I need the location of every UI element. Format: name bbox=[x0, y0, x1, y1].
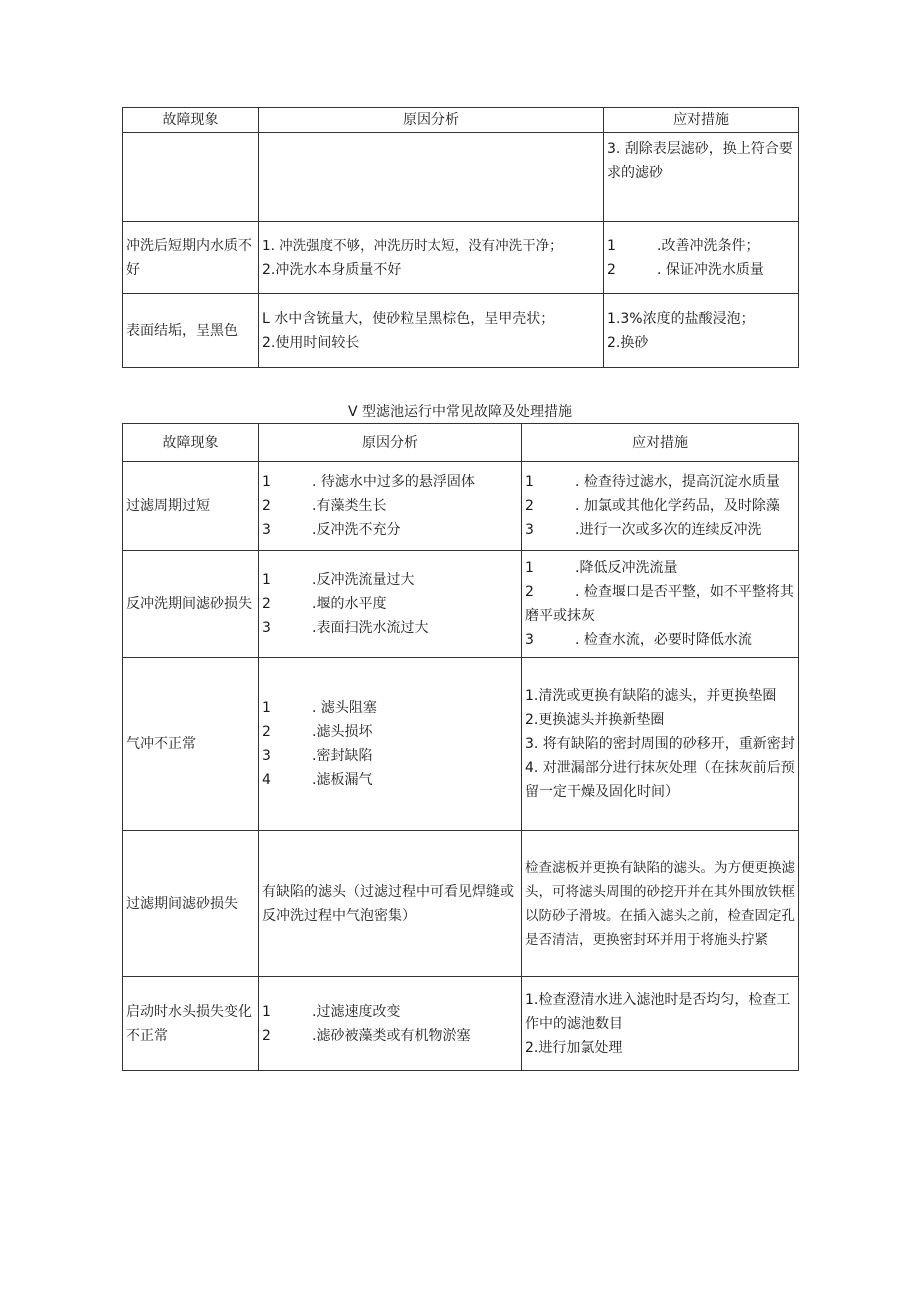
item-text: .密封缺陷 bbox=[312, 748, 373, 764]
measure-line bbox=[607, 234, 795, 258]
cause-line bbox=[262, 744, 518, 768]
item-number: 1 bbox=[525, 560, 534, 576]
item-text: . 检查水流，必要时降低水流 bbox=[575, 632, 752, 648]
measure-line: 2.换砂 bbox=[607, 334, 649, 351]
symptom-cell: 气冲不正常 bbox=[123, 658, 259, 831]
symptom-cell: 过滤周期过短 bbox=[123, 462, 259, 551]
item-number: 2 bbox=[262, 498, 271, 514]
column-header-measure: 应对措施 bbox=[522, 424, 799, 462]
table-row bbox=[123, 294, 799, 368]
measure-line: 3. 将有缺陷的密封周围的砂移开，重新密封 bbox=[525, 736, 795, 752]
item-text: .过滤速度改变 bbox=[312, 1003, 401, 1020]
measure-line: 3. 刮除表层滤砂，换上符合要求的滤砂 bbox=[607, 141, 793, 181]
table-header-row bbox=[123, 108, 799, 133]
item-number: 3 bbox=[262, 748, 271, 764]
item-text: .反冲洗流量过大 bbox=[312, 572, 415, 588]
measure-line bbox=[525, 628, 795, 652]
item-text: .滤砂被藻类或有机物淤塞 bbox=[312, 1027, 471, 1044]
item-text: . 加氯或其他化学药品，及时除藻 bbox=[575, 498, 780, 514]
item-text: . 待滤水中过多的悬浮固体 bbox=[312, 474, 475, 490]
item-number: 3 bbox=[262, 620, 271, 636]
table-row bbox=[123, 977, 799, 1071]
fault-table-1 bbox=[122, 107, 799, 368]
item-number: 3 bbox=[262, 522, 271, 538]
column-header-symptom: 故障现象 bbox=[123, 424, 259, 462]
cause-line bbox=[262, 616, 518, 640]
cause-cell bbox=[259, 977, 522, 1071]
item-number: 1 bbox=[262, 474, 271, 490]
item-text: . 滤头阻塞 bbox=[312, 700, 377, 716]
item-text: . 保证冲洗水质量 bbox=[657, 261, 764, 278]
measure-line bbox=[525, 580, 795, 628]
cause-line bbox=[262, 470, 518, 494]
item-text: . 检查堰口是否平整，如不平整将其磨平或抹灰 bbox=[525, 584, 794, 624]
item-number: 2 bbox=[262, 1027, 271, 1044]
cause-line bbox=[262, 568, 518, 592]
cause-line bbox=[262, 1000, 518, 1024]
symptom-cell: 表面结垢，呈黑色 bbox=[123, 294, 259, 368]
cause-line bbox=[262, 720, 518, 744]
symptom-cell: 过滤期间滤砂损失 bbox=[123, 831, 259, 977]
measure-cell bbox=[604, 294, 799, 368]
measure-line bbox=[607, 258, 795, 282]
measure-cell bbox=[604, 133, 799, 222]
item-number: 2 bbox=[525, 584, 534, 600]
measure-cell bbox=[522, 831, 799, 977]
item-number: 3 bbox=[525, 632, 534, 648]
symptom-cell: 反冲洗期间滤砂损失 bbox=[123, 551, 259, 658]
cause-line bbox=[262, 592, 518, 616]
item-number: 4 bbox=[262, 772, 271, 788]
measure-cell bbox=[522, 462, 799, 551]
item-number: 1 bbox=[262, 1003, 271, 1020]
column-header-cause: 原因分析 bbox=[259, 108, 604, 133]
item-text: .堰的水平度 bbox=[312, 596, 387, 612]
cause-line: 2.使用时间较长 bbox=[262, 334, 360, 351]
item-number: 1 bbox=[607, 237, 616, 254]
column-header-symptom: 故障现象 bbox=[123, 108, 259, 133]
item-number: 2 bbox=[607, 261, 616, 278]
measure-line bbox=[525, 556, 795, 580]
item-text: .表面扫洗水流过大 bbox=[312, 620, 429, 636]
fault-table-2 bbox=[122, 423, 799, 1071]
symptom-cell: 冲洗后短期内水质不好 bbox=[123, 222, 259, 294]
symptom-cell bbox=[123, 133, 259, 222]
item-text: .滤头损坏 bbox=[312, 724, 373, 740]
measure-line: 2.更换滤头并换新垫圈 bbox=[525, 712, 665, 728]
item-number: 2 bbox=[525, 498, 534, 514]
cause-cell bbox=[259, 551, 522, 658]
cause-line: 2.冲洗水本身质量不好 bbox=[262, 261, 402, 278]
item-text: .改善冲洗条件； bbox=[657, 237, 760, 254]
table-row bbox=[123, 658, 799, 831]
cause-line bbox=[262, 518, 518, 542]
item-text: .反冲洗不充分 bbox=[312, 522, 401, 538]
measure-cell bbox=[522, 658, 799, 831]
cause-cell bbox=[259, 658, 522, 831]
measure-line: 检查滤板并更换有缺陷的滤头。为方便更换滤头，可将滤头周围的砂挖开并在其外围放铁框以防砂子滑坡。在插入滤头之前，检查固定孔是否清洁，更换密封环并用于将施头拧紧 bbox=[525, 859, 795, 948]
item-text: . 检查待过滤水，提高沉淀水质量 bbox=[575, 474, 780, 490]
item-number: 1 bbox=[262, 572, 271, 588]
column-header-measure: 应对措施 bbox=[604, 108, 799, 133]
cause-line bbox=[262, 494, 518, 518]
cause-line: 1. 冲洗强度不够，冲洗历时太短，没有冲洗干净； bbox=[262, 237, 563, 254]
item-number: 1 bbox=[525, 474, 534, 490]
table-row bbox=[123, 222, 799, 294]
measure-cell bbox=[522, 977, 799, 1071]
table-row bbox=[123, 831, 799, 977]
cause-line: 有缺陷的滤头（过滤过程中可看见焊缝或反冲洗过程中气泡密集） bbox=[262, 883, 514, 924]
cause-cell bbox=[259, 831, 522, 977]
measure-line: 2.进行加氯处理 bbox=[525, 1039, 623, 1056]
cause-line bbox=[262, 768, 518, 792]
measure-line bbox=[525, 470, 795, 494]
cause-line: L 水中含铳量大，使砂粒呈黑棕色，呈甲壳状； bbox=[262, 310, 555, 327]
cause-line bbox=[262, 696, 518, 720]
item-text: .滤板漏气 bbox=[312, 772, 373, 788]
measure-cell bbox=[522, 551, 799, 658]
table-header-row bbox=[123, 424, 799, 462]
table-caption: V 型滤池运行中常见故障及处理措施 bbox=[347, 404, 573, 420]
measure-line: 1.清洗或更换有缺陷的滤头，并更换垫圈 bbox=[525, 688, 777, 704]
item-text: .有藻类生长 bbox=[312, 498, 387, 514]
measure-line: 1.3%浓度的盐酸浸泡； bbox=[607, 310, 755, 327]
item-number: 3 bbox=[525, 522, 534, 538]
item-number: 2 bbox=[262, 724, 271, 740]
measure-cell bbox=[604, 222, 799, 294]
item-number: 1 bbox=[262, 700, 271, 716]
table-row bbox=[123, 462, 799, 551]
measure-line bbox=[525, 494, 795, 518]
cause-cell bbox=[259, 462, 522, 551]
measure-line bbox=[525, 518, 795, 542]
column-header-cause: 原因分析 bbox=[259, 424, 522, 462]
cause-cell bbox=[259, 294, 604, 368]
cause-cell bbox=[259, 133, 604, 222]
measure-line: 1.检查澄清水进入滤池时是否均匀，检查工作中的滤池数目 bbox=[525, 991, 791, 1032]
table-row bbox=[123, 133, 799, 222]
item-text: .降低反冲洗流量 bbox=[575, 560, 678, 576]
cause-cell bbox=[259, 222, 604, 294]
symptom-cell: 启动时水头损失变化不正常 bbox=[123, 977, 259, 1071]
cause-line bbox=[262, 1024, 518, 1048]
table-row bbox=[123, 551, 799, 658]
item-text: .进行一次或多次的连续反冲洗 bbox=[575, 522, 762, 538]
measure-line: 4. 对泄漏部分进行抹灰处理（在抹灰前后预留一定干燥及固化时间） bbox=[525, 760, 795, 800]
item-number: 2 bbox=[262, 596, 271, 612]
